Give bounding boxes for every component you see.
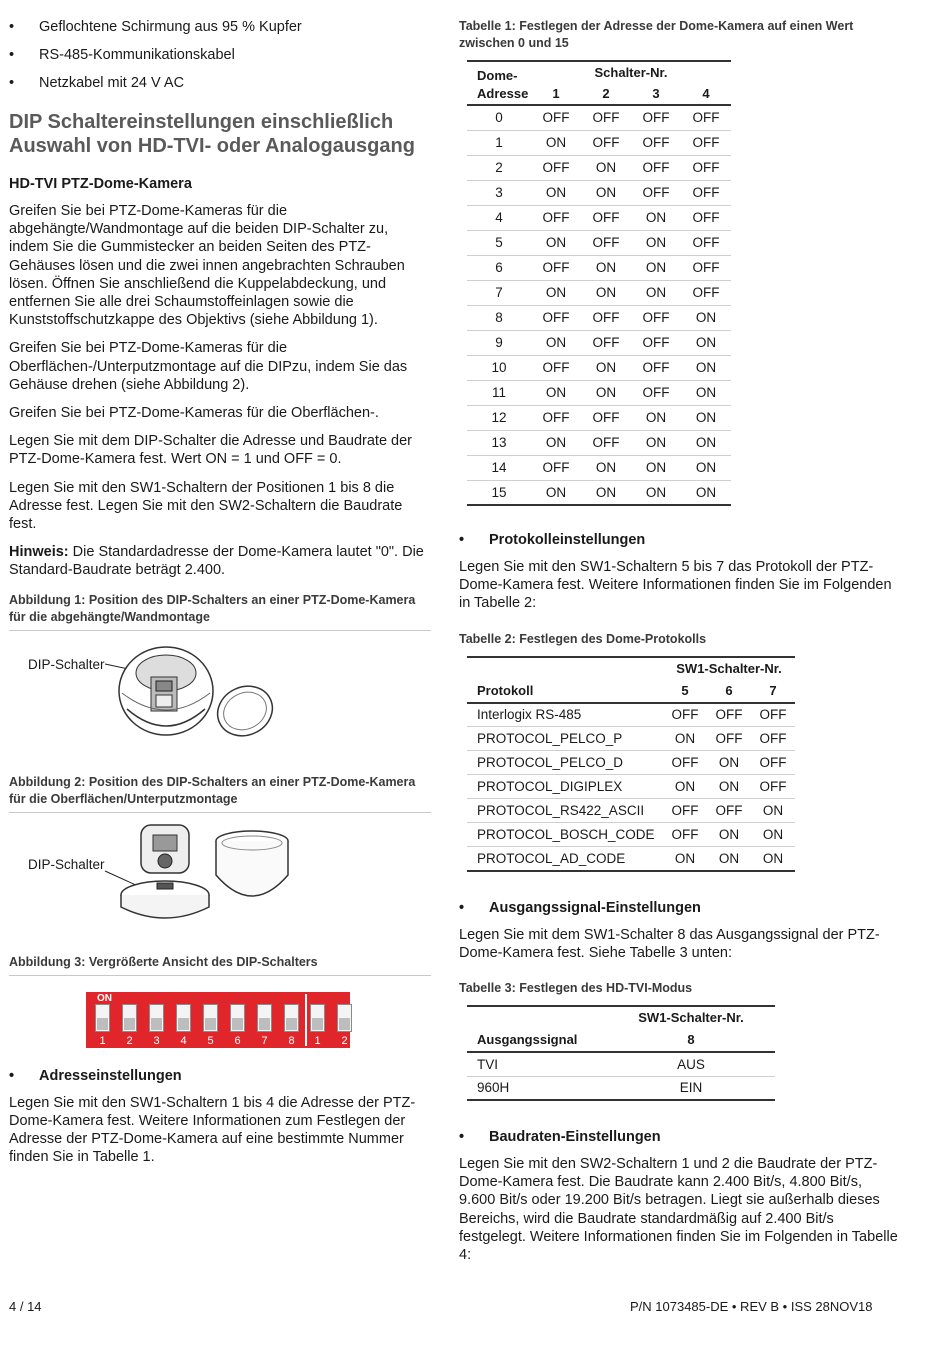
table-cell-value: OFF — [663, 751, 707, 775]
figure-2-label: DIP-Schalter — [28, 856, 105, 872]
table-header-switch: 2 — [581, 83, 631, 105]
figure-1 — [9, 592, 431, 756]
table-cell-value: OFF — [751, 751, 795, 775]
table-cell-value: ON — [681, 405, 731, 430]
table-cell-value: OFF — [681, 255, 731, 280]
table-cell-label: 3 — [467, 180, 531, 205]
dip-toggle — [95, 1004, 110, 1032]
table-cell-value: ON — [681, 330, 731, 355]
table-cell-value: ON — [681, 305, 731, 330]
table-cell-label: 11 — [467, 380, 531, 405]
table-cell-value: OFF — [631, 105, 681, 130]
table-cell-value: ON — [681, 430, 731, 455]
paragraph: Legen Sie mit dem DIP-Schalter die Adresse und Baudrate der PTZ-Dome-Kamera fest. Wert ON = 1 und OFF = 0. — [9, 433, 413, 468]
dip-toggle-knob — [124, 1018, 135, 1030]
table-cell-label: PROTOCOL_DIGIPLEX — [467, 775, 663, 799]
table-cell-value: OFF — [663, 703, 707, 727]
figure-2 — [9, 774, 431, 938]
dip-toggle — [176, 1004, 191, 1032]
table-header-switch: 5 — [663, 679, 707, 703]
table-cell-value: ON — [631, 230, 681, 255]
table-row — [467, 775, 795, 799]
dip-toggle — [203, 1004, 218, 1032]
table-cell-value: OFF — [681, 280, 731, 305]
table-row — [467, 430, 731, 455]
table-cell-value: OFF — [581, 230, 631, 255]
table-row — [467, 305, 731, 330]
table-cell-value: OFF — [581, 305, 631, 330]
table-cell-value: ON — [531, 230, 581, 255]
divider — [9, 975, 431, 976]
table-row — [467, 380, 731, 405]
table-cell-value: OFF — [531, 455, 581, 480]
paragraph: Legen Sie mit den SW1-Schaltern der Positionen 1 bis 8 die Adresse fest. Legen Sie mit den SW2-Schaltern die Baudrate fest. — [9, 479, 403, 533]
dip-toggle — [230, 1004, 245, 1032]
paragraph: Greifen Sie bei PTZ-Dome-Kameras für die abgehängte/Wandmontage auf die beiden DIP-Schalter zu, indem Sie die Gummistecker an beiden Seiten des PTZ-Gehäuses lösen und die zwei innen angebrachten Schrauben lösen. Öffnen Sie anschließend die Kuppelabdeckung, und entfernen Sie alle drei Schaumstoffeinlagen sowie die Kunststoffschutzkappe des Objektivs (siehe Abbildung 1). — [9, 203, 405, 329]
page-number: 4 / 14 — [9, 1299, 42, 1314]
output-section — [459, 900, 899, 962]
table-cell-label: 10 — [467, 355, 531, 380]
table-cell-label: 13 — [467, 430, 531, 455]
table-cell-value: ON — [681, 480, 731, 505]
table-row — [467, 1076, 775, 1100]
table-header-switch: 6 — [707, 679, 751, 703]
figure-3 — [9, 954, 431, 1048]
table-row — [467, 130, 731, 155]
table-cell-value: ON — [663, 727, 707, 751]
table-cell-label: 1 — [467, 130, 531, 155]
table-cell-value: OFF — [581, 405, 631, 430]
table-row — [467, 703, 795, 727]
table-cell-value: OFF — [663, 799, 707, 823]
dip-number: 2 — [126, 1034, 133, 1047]
list-item: • Netzkabel mit 24 V AC — [9, 74, 431, 92]
table-cell-value: ON — [581, 180, 631, 205]
dip-separator — [305, 994, 307, 1046]
baud-section — [459, 1129, 899, 1264]
table-cell-value: OFF — [531, 105, 581, 130]
dip-number: 4 — [180, 1034, 187, 1047]
note-text: Die Standardadresse der Dome-Kamera lautet "0". Die Standard-Baudrate beträgt 2.400. — [9, 544, 424, 579]
table-cell-value: ON — [707, 751, 751, 775]
table-cell-value: ON — [531, 280, 581, 305]
table-cell-value: OFF — [681, 105, 731, 130]
table-cell-value: ON — [531, 480, 581, 505]
table-cell-value: OFF — [581, 130, 631, 155]
table-cell-value: ON — [531, 180, 581, 205]
table-cell-value: OFF — [531, 205, 581, 230]
figure-3-caption: Abbildung 3: Vergrößerte Ansicht des DIP-Schalters — [9, 954, 318, 969]
table-cell-value: ON — [663, 775, 707, 799]
table-cell-value: ON — [581, 155, 631, 180]
figure-2-caption: Abbildung 2: Position des DIP-Schalters an einer PTZ-Dome-Kamera für die Oberflächen/Unterputzmontage — [9, 774, 416, 806]
table-cell-label: PROTOCOL_BOSCH_CODE — [467, 823, 663, 847]
table-cell-value: OFF — [581, 105, 631, 130]
table-cell-value: OFF — [531, 255, 581, 280]
dip-toggle — [149, 1004, 164, 1032]
table-cell-value: ON — [681, 380, 731, 405]
paragraph: Greifen Sie bei PTZ-Dome-Kameras für die Oberflächen-. — [9, 405, 379, 422]
dip-toggle-knob — [312, 1018, 323, 1030]
table-cell-value: ON — [631, 280, 681, 305]
table-cell-value: ON — [631, 255, 681, 280]
table-cell-label: PROTOCOL_PELCO_P — [467, 727, 663, 751]
table-cell-value: AUS — [607, 1052, 775, 1076]
table-cell-value: OFF — [681, 205, 731, 230]
dip-toggle-knob — [178, 1018, 189, 1030]
table-cell-value: ON — [707, 775, 751, 799]
table-cell-label: 4 — [467, 205, 531, 230]
baud-heading: • Baudraten-Einstellungen — [459, 1129, 899, 1145]
dip-number: 3 — [153, 1034, 160, 1047]
table-cell-value: OFF — [707, 727, 751, 751]
table-header-dome: Dome- — [467, 61, 531, 83]
table-cell-value: OFF — [531, 405, 581, 430]
table-cell-label: 5 — [467, 230, 531, 255]
table-header-switch: 4 — [681, 83, 731, 105]
table-header-switch: 7 — [751, 679, 795, 703]
table-cell-value: ON — [531, 380, 581, 405]
dip-toggle-knob — [232, 1018, 243, 1030]
table-cell-label: 12 — [467, 405, 531, 430]
table-cell-value: OFF — [581, 330, 631, 355]
table-cell-value: OFF — [631, 330, 681, 355]
table-cell-value: OFF — [631, 155, 681, 180]
table-row — [467, 823, 795, 847]
dip-toggle-knob — [151, 1018, 162, 1030]
table-1-caption: Tabelle 1: Festlegen der Adresse der Dome-Kamera auf einen Wert zwischen 0 und 15 — [459, 19, 854, 50]
table-cell-value: ON — [581, 355, 631, 380]
table-cell-value: ON — [707, 823, 751, 847]
note — [9, 543, 431, 579]
table-row — [467, 155, 731, 180]
table-cell-value: EIN — [607, 1076, 775, 1100]
table-cell-value: OFF — [531, 355, 581, 380]
table-cell-value: OFF — [707, 799, 751, 823]
section-title: DIP Schaltereinstellungen einschließlich Auswahl von HD-TVI- oder Analogausgang — [9, 111, 415, 157]
table-cell-label: 0 — [467, 105, 531, 130]
table-cell-value: OFF — [631, 130, 681, 155]
dip-toggle — [310, 1004, 325, 1032]
table-cell-value: OFF — [631, 355, 681, 380]
table-header-group: Schalter-Nr. — [531, 61, 731, 83]
dip-number: 6 — [234, 1034, 241, 1047]
table-cell-label: PROTOCOL_RS422_ASCII — [467, 799, 663, 823]
table-cell-value: OFF — [631, 305, 681, 330]
table-cell-value: ON — [581, 380, 631, 405]
table-header-output: Ausgangssignal — [467, 1028, 607, 1052]
table-row — [467, 330, 731, 355]
output-table — [467, 1005, 775, 1101]
table-header-group: SW1-Schalter-Nr. — [607, 1006, 775, 1028]
address-heading: • Adresseinstellungen — [9, 1068, 431, 1084]
table-header-switch: 3 — [631, 83, 681, 105]
table-cell-value: OFF — [631, 180, 681, 205]
dip-switch-illustration — [86, 992, 350, 1048]
table-cell-value: ON — [631, 205, 681, 230]
table-cell-label: 9 — [467, 330, 531, 355]
protocol-table-body — [467, 703, 795, 871]
table-cell-value: ON — [531, 130, 581, 155]
dip-toggle-knob — [339, 1018, 350, 1030]
output-table-body — [467, 1052, 775, 1100]
table-cell-value: OFF — [681, 230, 731, 255]
table-cell-label: PROTOCOL_AD_CODE — [467, 847, 663, 871]
table-header-address: Adresse — [467, 83, 531, 105]
table-row — [467, 727, 795, 751]
table-cell-label: TVI — [467, 1052, 607, 1076]
table-cell-value: OFF — [681, 155, 731, 180]
table-cell-value: OFF — [663, 823, 707, 847]
table-cell-value: ON — [751, 799, 795, 823]
right-column — [459, 18, 899, 1274]
protocol-text: Legen Sie mit den SW1-Schaltern 5 bis 7 das Protokoll der PTZ-Dome-Kamera fest. Weitere Informationen finden Sie im Folgenden in Tabelle 2: — [459, 559, 892, 612]
table-cell-value: ON — [681, 355, 731, 380]
table-row — [467, 280, 731, 305]
dip-toggle-knob — [286, 1018, 297, 1030]
dip-number: 7 — [261, 1034, 268, 1047]
table-cell-value: OFF — [631, 380, 681, 405]
dip-number: 5 — [207, 1034, 214, 1047]
dip-toggle — [257, 1004, 272, 1032]
dip-number: 1 — [99, 1034, 106, 1047]
note-label: Hinweis: — [9, 544, 69, 561]
dip-toggle — [337, 1004, 352, 1032]
table-cell-value: ON — [681, 455, 731, 480]
baud-text: Legen Sie mit den SW2-Schaltern 1 und 2 die Baudrate der PTZ-Dome-Kamera fest. Die Baudrate kann 2.400 Bit/s, 4.800 Bit/s, 9.600 Bit/s oder 19.200 Bit/s betragen. Liegt sie außerhalb dieses Bereichs, wird die Baudrate standardmäßig auf 2.400 Bit/s festgelegt. Weitere Informationen finden Sie im Folgenden in Tabelle 4: — [459, 1156, 898, 1264]
table-header-switch: 1 — [531, 83, 581, 105]
table-cell-value: ON — [581, 455, 631, 480]
dip-on-label: ON — [97, 992, 112, 1004]
table-row — [467, 480, 731, 505]
left-column — [9, 18, 431, 1176]
table-cell-value: ON — [663, 847, 707, 871]
table-row — [467, 255, 731, 280]
table-cell-value: ON — [531, 430, 581, 455]
paragraph: Greifen Sie bei PTZ-Dome-Kameras für die Oberflächen-/Unterputzmontage auf die DIPzu, indem Sie das Gehäuse drehen (siehe Abbildung 2). — [9, 340, 408, 393]
dip-toggle — [122, 1004, 137, 1032]
output-text: Legen Sie mit dem SW1-Schalter 8 das Ausgangssignal der PTZ-Dome-Kamera fest. Siehe Tabelle 3 unten: — [459, 926, 880, 961]
table-cell-value: OFF — [751, 775, 795, 799]
dip-toggle-knob — [97, 1018, 108, 1030]
figure-1-caption: Abbildung 1: Position des DIP-Schalters an einer PTZ-Dome-Kamera für die abgehängte/Wandmontage — [9, 592, 416, 624]
table-cell-value: ON — [581, 255, 631, 280]
table-cell-value: ON — [631, 405, 681, 430]
table-cell-label: 14 — [467, 455, 531, 480]
protocol-section — [459, 532, 899, 613]
table-cell-value: OFF — [707, 703, 751, 727]
dome-camera-hanging-illustration — [9, 631, 431, 756]
address-text: Legen Sie mit den SW1-Schaltern 1 bis 4 die Adresse der PTZ-Dome-Kamera fest. Weitere Informationen zum Festlegen der Adresse der PTZ-Dome-Kamera auf eine bestimmte Nummer finden Sie in Tabelle 1. — [9, 1094, 416, 1166]
table-cell-value: ON — [751, 847, 795, 871]
address-table-body — [467, 105, 731, 505]
dip-toggle-knob — [259, 1018, 270, 1030]
table-2-caption: Tabelle 2: Festlegen des Dome-Protokolls — [459, 631, 707, 646]
table-cell-value: OFF — [751, 727, 795, 751]
table-cell-label: Interlogix RS-485 — [467, 703, 663, 727]
table-row — [467, 751, 795, 775]
table-row — [467, 847, 795, 871]
table-cell-value: ON — [581, 480, 631, 505]
figure-1-image — [9, 631, 431, 756]
table-cell-value: OFF — [751, 703, 795, 727]
address-section — [9, 1068, 431, 1167]
table-cell-label: 6 — [467, 255, 531, 280]
list-item: • RS-485-Kommunikationskabel — [9, 46, 431, 64]
table-cell-label: 8 — [467, 305, 531, 330]
table-row — [467, 230, 731, 255]
table-cell-value: OFF — [531, 305, 581, 330]
dip-number: 8 — [288, 1034, 295, 1047]
protocol-heading: • Protokolleinstellungen — [459, 532, 899, 548]
cable-list — [9, 18, 431, 92]
table-row — [467, 105, 731, 130]
protocol-table — [467, 656, 795, 872]
table-3-caption: Tabelle 3: Festlegen des HD-TVI-Modus — [459, 981, 693, 996]
table-cell-value: ON — [631, 430, 681, 455]
table-cell-label: 960H — [467, 1076, 607, 1100]
table-cell-value: ON — [631, 455, 681, 480]
table-cell-value: OFF — [681, 130, 731, 155]
table-cell-value: OFF — [531, 155, 581, 180]
table-cell-value: OFF — [581, 205, 631, 230]
table-cell-label: PROTOCOL_PELCO_D — [467, 751, 663, 775]
dome-camera-surface-illustration — [9, 813, 431, 938]
dip-toggle — [284, 1004, 299, 1032]
table-row — [467, 1052, 775, 1076]
table-header-switch: 8 — [607, 1028, 775, 1052]
table-header-empty — [467, 657, 663, 679]
table-cell-value: ON — [751, 823, 795, 847]
dip-number: 1 — [314, 1034, 321, 1047]
table-cell-value: OFF — [681, 180, 731, 205]
table-row — [467, 355, 731, 380]
dip-toggle-knob — [205, 1018, 216, 1030]
table-row — [467, 180, 731, 205]
list-item: • Geflochtene Schirmung aus 95 % Kupfer — [9, 18, 431, 36]
table-cell-value: ON — [581, 280, 631, 305]
table-row — [467, 455, 731, 480]
address-table — [467, 60, 731, 506]
table-header-empty — [467, 1006, 607, 1028]
table-cell-value: ON — [531, 330, 581, 355]
table-cell-value: ON — [707, 847, 751, 871]
table-header-group: SW1-Schalter-Nr. — [663, 657, 795, 679]
table-cell-label: 7 — [467, 280, 531, 305]
table-row — [467, 405, 731, 430]
table-row — [467, 799, 795, 823]
output-heading: • Ausgangssignal-Einstellungen — [459, 900, 899, 916]
table-cell-value: ON — [631, 480, 681, 505]
table-cell-label: 2 — [467, 155, 531, 180]
table-header-protocol: Protokoll — [467, 679, 663, 703]
dip-number: 2 — [341, 1034, 348, 1047]
table-cell-label: 15 — [467, 480, 531, 505]
figure-2-image — [9, 813, 431, 938]
table-row — [467, 205, 731, 230]
subheading: HD-TVI PTZ-Dome-Kamera — [9, 176, 192, 192]
table-cell-value: OFF — [581, 430, 631, 455]
document-id: P/N 1073485-DE • REV B • ISS 28NOV18 — [630, 1299, 873, 1314]
figure-1-label: DIP-Schalter — [28, 656, 105, 672]
